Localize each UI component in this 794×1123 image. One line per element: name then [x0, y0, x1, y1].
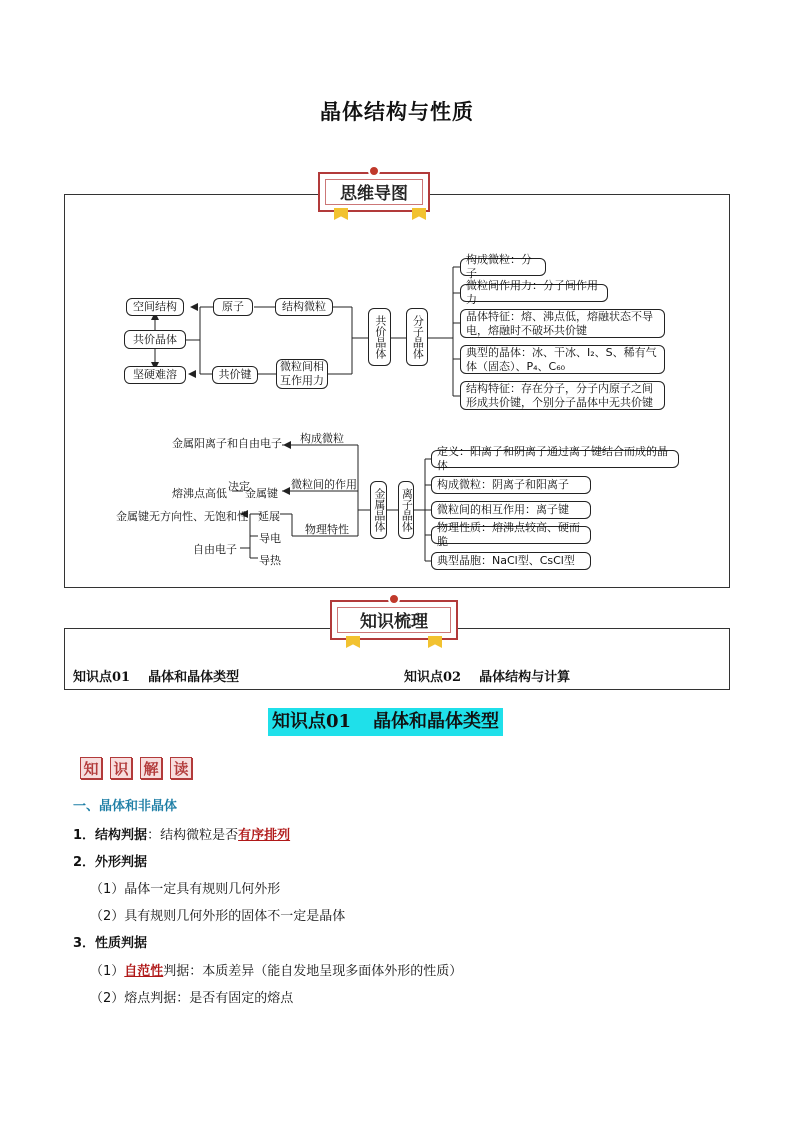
- node-molecular-examples: 典型的晶体：冰、干冰、I₂、S、稀有气体（固态）、P₄、C₆₀: [460, 345, 665, 374]
- node-molecular-force: 微粒间作用力：分子间作用力: [460, 284, 608, 302]
- pin-icon: [388, 593, 400, 605]
- label-non-directional: 金属键无方向性、无饱和性: [116, 510, 248, 523]
- mindmap-badge: 思维导图: [318, 172, 430, 212]
- node-spatial-structure: 空间结构: [126, 298, 184, 316]
- node-ionic-definition: 定义：阳离子和阴离子通过离子键结合而成的晶体: [431, 450, 679, 468]
- label-conduct-electric: 导电: [259, 532, 281, 545]
- node-covalent-crystal: 共价晶体: [124, 330, 186, 349]
- node-atom: 原子: [213, 298, 253, 316]
- label-ductile: 延展: [258, 510, 280, 523]
- chip-shi: 识: [110, 757, 132, 779]
- label-free-electron: 自由电子: [193, 543, 237, 556]
- label-metal-bond: 金属键: [245, 487, 278, 500]
- section-heading: 知识点01 晶体和晶体类型: [268, 708, 503, 736]
- node-ionic-interaction: 微粒间的相互作用：离子键: [431, 501, 591, 519]
- chip-du: 读: [170, 757, 192, 779]
- node-molecular-vertical: 分子晶体: [406, 308, 428, 366]
- node-covalent-vertical: 共价晶体: [368, 308, 391, 366]
- content-heading: 一、晶体和非晶体: [73, 799, 178, 814]
- content-line-1: 1．结构判据：结构微粒是否有序排列: [73, 828, 291, 843]
- node-molecular-structure: 结构特征：存在分子，分子内原子之间形成共价键，个别分子晶体中无共价键: [460, 381, 665, 410]
- node-covalent-bond: 共价键: [212, 366, 258, 384]
- knowledge-link-01[interactable]: 知识点01 晶体和晶体类型: [73, 670, 240, 685]
- node-ionic-particle: 构成微粒：阴离子和阳离子: [431, 476, 591, 494]
- node-hard-insoluble: 坚硬难溶: [124, 366, 186, 384]
- node-ionic-cell: 典型晶胞：NaCl型、CsCl型: [431, 552, 591, 570]
- node-structural-particle: 结构微粒: [275, 298, 333, 316]
- chip-zhi: 知: [80, 757, 102, 779]
- content-line-2: 2．外形判据: [73, 855, 148, 870]
- label-constituent-particle: 构成微粒: [300, 432, 344, 445]
- content-line-2a: （1）晶体一定具有规则几何外形: [90, 882, 281, 897]
- label-metal-ion-electron: 金属阳离子和自由电子: [172, 437, 282, 450]
- content-line-3b: （2）熔点判据：是否有固定的熔点: [90, 991, 294, 1006]
- page-title: 晶体结构与性质: [320, 99, 474, 124]
- node-metal-vertical: 金属晶体: [370, 481, 387, 539]
- node-ionic-vertical: 离子晶体: [398, 481, 414, 539]
- label-decide: 决定: [228, 480, 250, 493]
- content-line-2b: （2）具有规则几何外形的固体不一定是晶体: [90, 909, 346, 924]
- node-molecular-particle: 构成微粒：分子: [460, 258, 546, 276]
- content-line-3a: （1）自范性判据：本质差异（能自发地呈现多面体外形的性质）: [90, 964, 463, 979]
- label-particle-interaction: 微粒间的作用: [291, 478, 357, 491]
- node-ionic-property: 物理性质：熔沸点较高、硬而脆: [431, 526, 591, 544]
- node-molecular-feature: 晶体特征：熔、沸点低，熔融状态不导电，熔融时不破坏共价键: [460, 309, 665, 338]
- knowledge-link-02[interactable]: 知识点02 晶体结构与计算: [404, 670, 571, 685]
- label-high-mp: 熔沸点高低: [172, 487, 227, 500]
- label-conduct-heat: 导热: [259, 554, 281, 567]
- content-line-3: 3．性质判据: [73, 936, 148, 951]
- label-physical-property: 物理特性: [305, 523, 349, 536]
- knowledge-badge: 知识梳理: [330, 600, 458, 640]
- node-interaction-force: 微粒间相 互作用力: [276, 359, 328, 389]
- chip-jie: 解: [140, 757, 162, 779]
